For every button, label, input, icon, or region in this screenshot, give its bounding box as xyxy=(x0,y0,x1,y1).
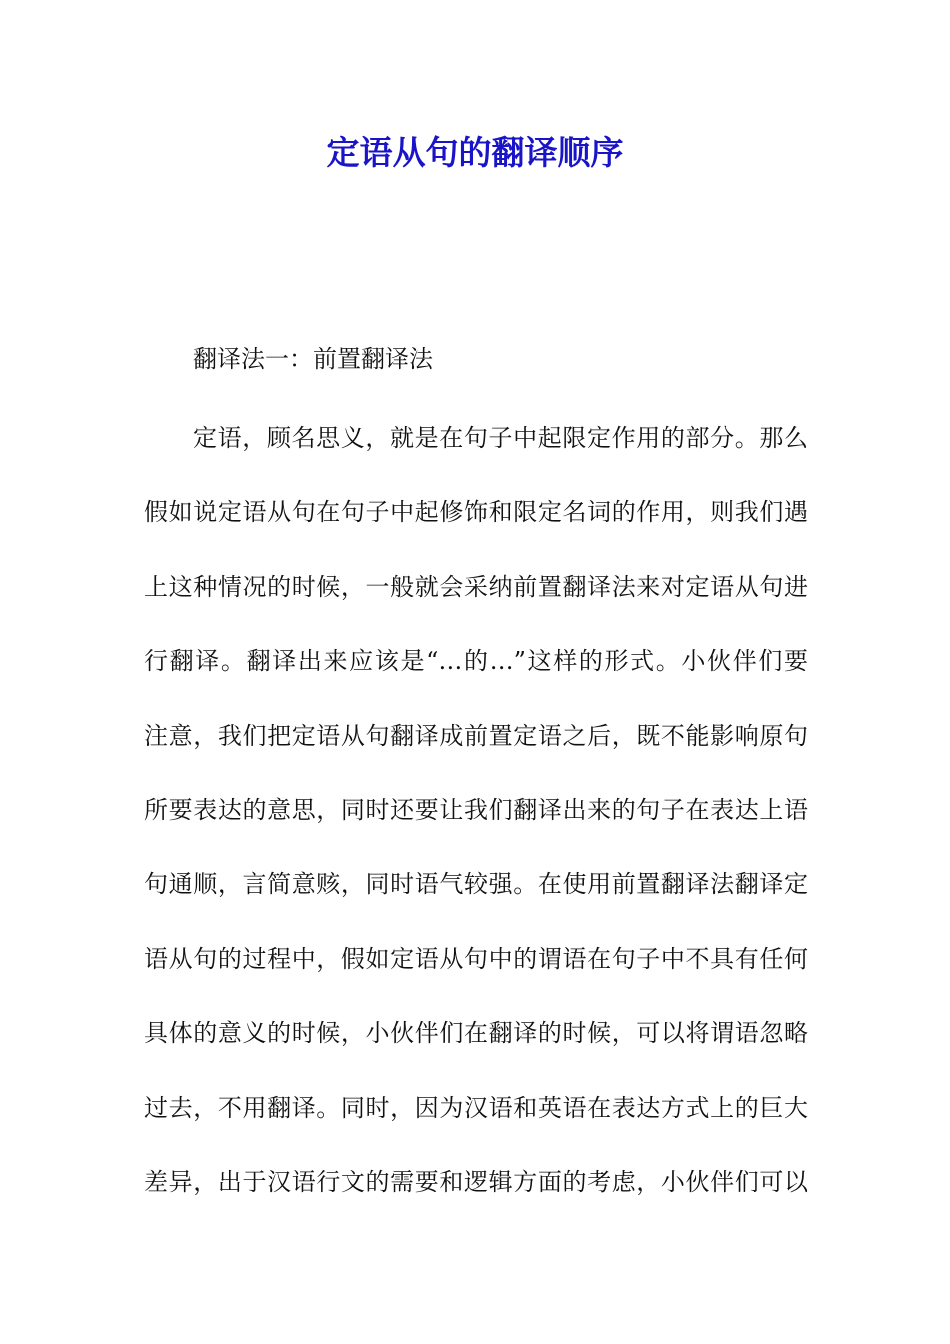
paragraph xyxy=(144,422,808,1240)
paragraph-line: 定语，顾名思义，就是在句子中起限定作用的部分。那么 xyxy=(193,424,808,452)
paragraph-line: 注意，我们把定语从句翻译成前置定语之后，既不能影响原句 xyxy=(144,721,808,750)
paragraph-line: 句通顺，言简意赅，同时语气较强。在使用前置翻译法翻译定 xyxy=(144,870,808,899)
paragraph-line: 假如说定语从句在句子中起修饰和限定名词的作用，则我们遇 xyxy=(144,498,808,527)
paragraph-line: 差异，出于汉语行文的需要和逻辑方面的考虑，小伙伴们可以 xyxy=(144,1167,808,1196)
paragraph-line: 具体的意义的时候，小伙伴们在翻译的时候，可以将谓语忽略 xyxy=(144,1019,808,1048)
paragraph-line: 所要表达的意思，同时还要让我们翻译出来的句子在表达上语 xyxy=(144,795,808,824)
paragraph-line: 行翻译。翻译出来应该是“…的…”这样的形式。小伙伴们要 xyxy=(144,647,808,676)
paragraph-line: 过去，不用翻译。同时，因为汉语和英语在表达方式上的巨大 xyxy=(144,1093,808,1122)
document-title: 定语从句的翻译顺序 xyxy=(326,133,624,172)
paragraph-line: 上这种情况的时候，一般就会采纳前置翻译法来对定语从句进 xyxy=(144,572,808,601)
paragraph-line: 语从句的过程中，假如定语从句中的谓语在句子中不具有任何 xyxy=(144,944,808,973)
section-heading: 翻译法一：前置翻译法 xyxy=(193,345,433,373)
